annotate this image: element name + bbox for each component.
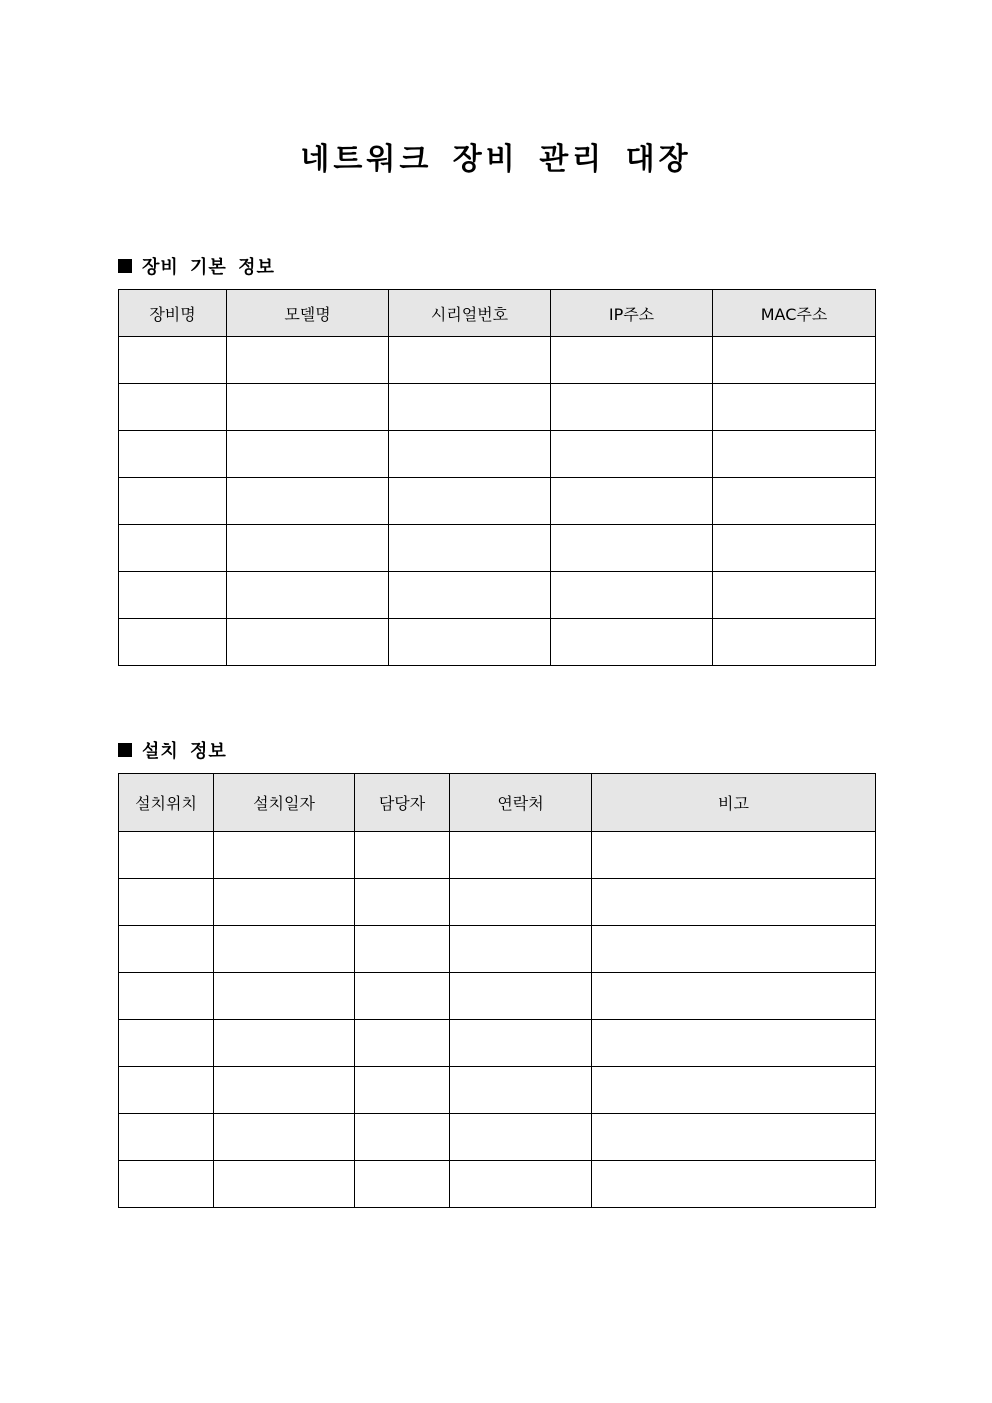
table-cell[interactable] (214, 1067, 355, 1114)
square-bullet-icon (118, 743, 132, 757)
table-row (119, 832, 876, 879)
table-cell[interactable] (450, 973, 592, 1020)
table-cell[interactable] (119, 1020, 214, 1067)
table-row (119, 1020, 876, 1067)
table-row (119, 879, 876, 926)
section-heading-label: 설치 정보 (142, 741, 227, 762)
table-cell[interactable] (713, 384, 876, 431)
section-heading-basic-info (118, 253, 275, 279)
column-header-model-name: 모델명 (227, 290, 389, 337)
table-cell[interactable] (119, 879, 214, 926)
table-cell[interactable] (119, 525, 227, 572)
table-cell[interactable] (551, 431, 713, 478)
table-cell[interactable] (713, 478, 876, 525)
table-cell[interactable] (592, 1161, 876, 1208)
table-cell[interactable] (389, 384, 551, 431)
table-cell[interactable] (592, 1020, 876, 1067)
table-header-row (119, 774, 876, 832)
table-cell[interactable] (389, 572, 551, 619)
column-header-device-name: 장비명 (119, 290, 227, 337)
table-cell[interactable] (355, 1067, 450, 1114)
square-bullet-icon (118, 259, 132, 273)
table-cell[interactable] (355, 973, 450, 1020)
table-cell[interactable] (389, 337, 551, 384)
table-cell[interactable] (592, 1067, 876, 1114)
table-cell[interactable] (713, 572, 876, 619)
table-cell[interactable] (551, 384, 713, 431)
table-row (119, 619, 876, 666)
column-header-serial-number: 시리얼번호 (389, 290, 551, 337)
table-row (119, 1114, 876, 1161)
table-cell[interactable] (119, 1161, 214, 1208)
column-header-ip-address: IP주소 (551, 290, 713, 337)
table-cell[interactable] (355, 1020, 450, 1067)
table-cell[interactable] (592, 832, 876, 879)
table-cell[interactable] (227, 525, 389, 572)
table-body (119, 337, 876, 666)
table-cell[interactable] (450, 879, 592, 926)
table-cell[interactable] (551, 478, 713, 525)
table-cell[interactable] (119, 1114, 214, 1161)
table-cell[interactable] (355, 926, 450, 973)
table-cell[interactable] (592, 879, 876, 926)
table-row (119, 926, 876, 973)
table-cell[interactable] (389, 619, 551, 666)
table-cell[interactable] (450, 1161, 592, 1208)
table-cell[interactable] (592, 926, 876, 973)
table-cell[interactable] (119, 337, 227, 384)
table-cell[interactable] (227, 619, 389, 666)
table-cell[interactable] (214, 973, 355, 1020)
table-row (119, 525, 876, 572)
table-cell[interactable] (551, 525, 713, 572)
column-header-install-location: 설치위치 (119, 774, 214, 832)
table-cell[interactable] (227, 431, 389, 478)
table-cell[interactable] (119, 384, 227, 431)
table-cell[interactable] (450, 1067, 592, 1114)
table-cell[interactable] (355, 1114, 450, 1161)
table-cell[interactable] (389, 525, 551, 572)
table-row (119, 973, 876, 1020)
equipment-basic-info-table (118, 289, 876, 666)
table-row (119, 384, 876, 431)
page-title: 네트워크 장비 관리 대장 (300, 142, 692, 177)
table-row (119, 337, 876, 384)
table-cell[interactable] (713, 525, 876, 572)
table-cell[interactable] (214, 879, 355, 926)
table-cell[interactable] (119, 926, 214, 973)
table-cell[interactable] (119, 478, 227, 525)
table-cell[interactable] (450, 1020, 592, 1067)
table-cell[interactable] (450, 1114, 592, 1161)
table-cell[interactable] (227, 337, 389, 384)
section-heading-install-info (118, 737, 227, 763)
table-cell[interactable] (551, 619, 713, 666)
table-cell[interactable] (227, 478, 389, 525)
table-cell[interactable] (119, 832, 214, 879)
table-cell[interactable] (592, 1114, 876, 1161)
table-cell[interactable] (227, 572, 389, 619)
table-cell[interactable] (592, 973, 876, 1020)
table-cell[interactable] (214, 1161, 355, 1208)
table-cell[interactable] (119, 1067, 214, 1114)
table-cell[interactable] (450, 926, 592, 973)
table-cell[interactable] (214, 832, 355, 879)
table-cell[interactable] (119, 973, 214, 1020)
table-row (119, 478, 876, 525)
installation-info-table (118, 773, 876, 1208)
table-row (119, 431, 876, 478)
table-cell[interactable] (355, 1161, 450, 1208)
table-cell[interactable] (227, 384, 389, 431)
column-header-contact: 연락처 (450, 774, 592, 832)
table-cell[interactable] (450, 832, 592, 879)
table-cell[interactable] (214, 1020, 355, 1067)
table-cell[interactable] (355, 832, 450, 879)
table-cell[interactable] (713, 619, 876, 666)
table-header-row (119, 290, 876, 337)
table-cell[interactable] (713, 337, 876, 384)
column-header-remarks: 비고 (592, 774, 876, 832)
column-header-install-date: 설치일자 (214, 774, 355, 832)
table-cell[interactable] (713, 431, 876, 478)
column-header-mac-address: MAC주소 (713, 290, 876, 337)
table-row (119, 1067, 876, 1114)
table-cell[interactable] (389, 431, 551, 478)
table-cell[interactable] (119, 431, 227, 478)
table-cell[interactable] (119, 572, 227, 619)
table-cell[interactable] (389, 478, 551, 525)
table-cell[interactable] (355, 879, 450, 926)
table-cell[interactable] (551, 572, 713, 619)
table-cell[interactable] (119, 619, 227, 666)
table-cell[interactable] (551, 337, 713, 384)
table-cell[interactable] (214, 926, 355, 973)
table-body (119, 832, 876, 1208)
column-header-person-in-charge: 담당자 (355, 774, 450, 832)
table-row (119, 1161, 876, 1208)
table-cell[interactable] (214, 1114, 355, 1161)
section-heading-label: 장비 기본 정보 (142, 257, 275, 278)
table-row (119, 572, 876, 619)
